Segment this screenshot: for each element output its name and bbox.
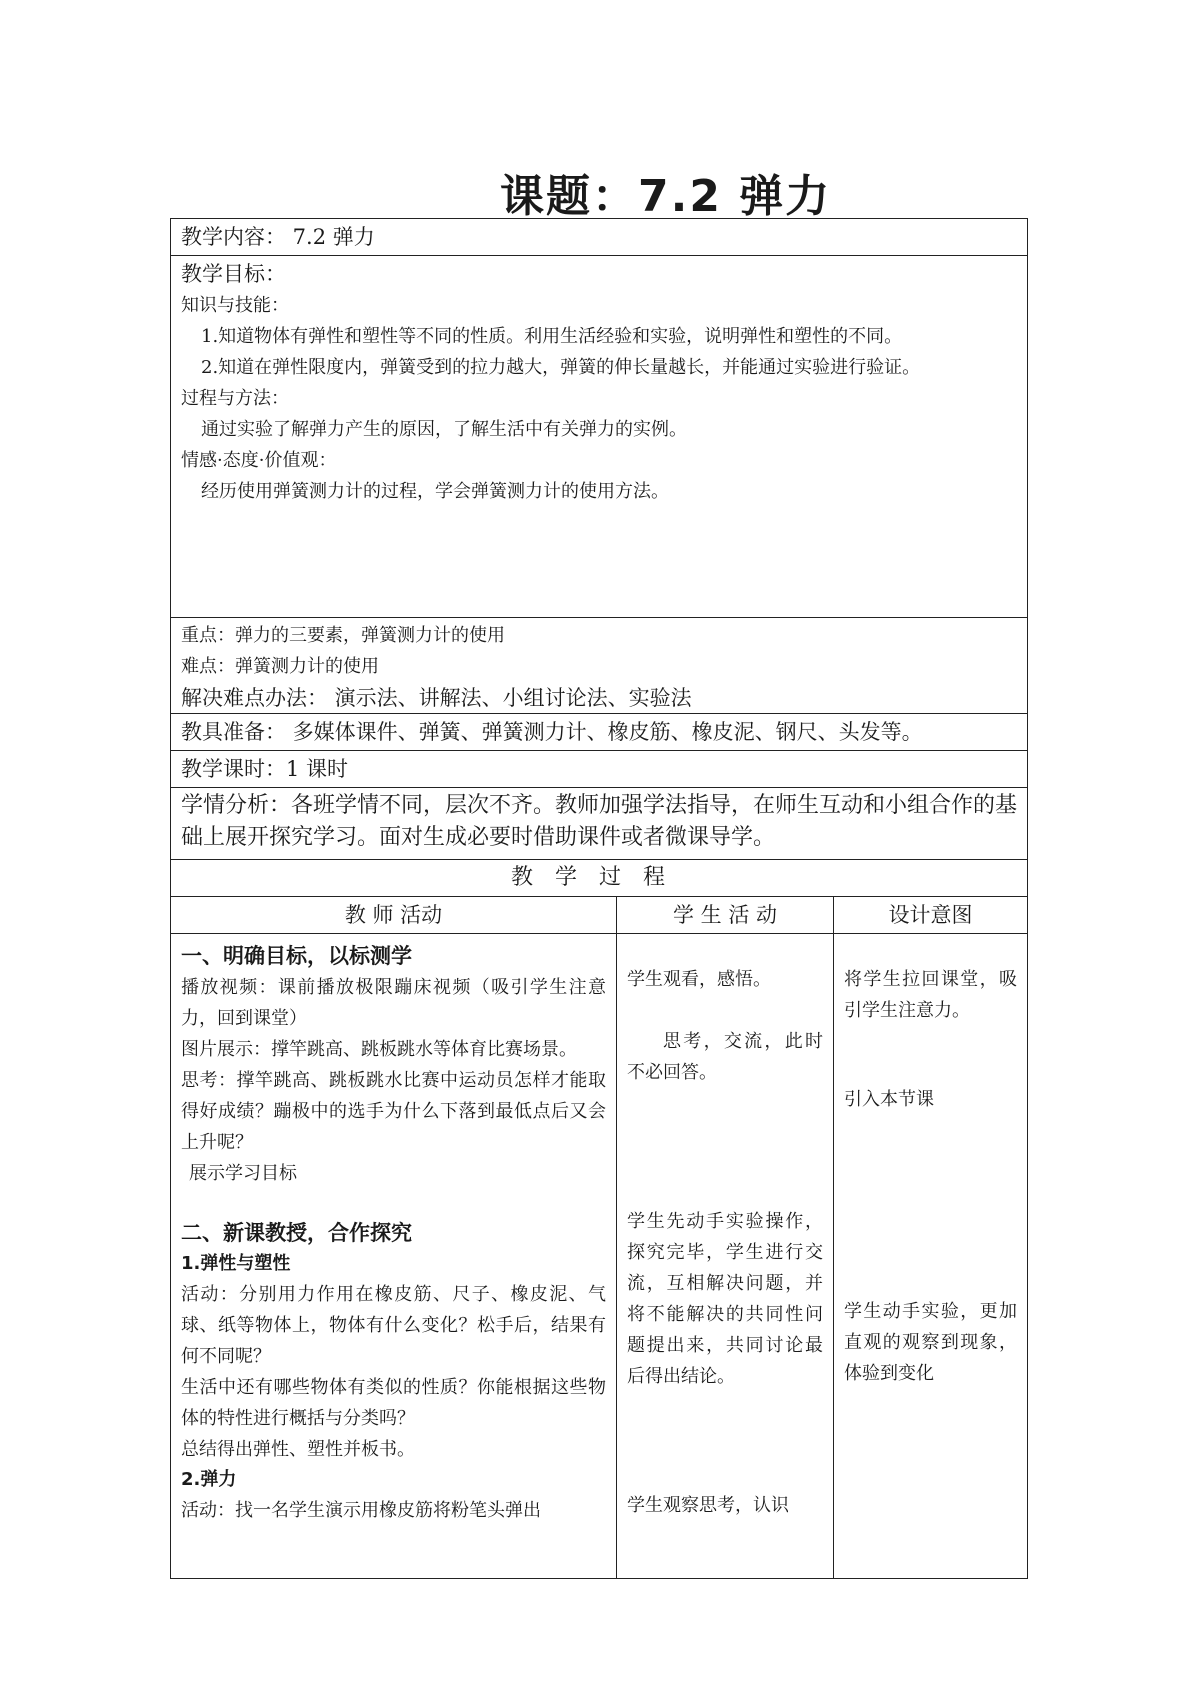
subsection-2-title: 2.弹力 [181,1469,237,1490]
subsection-1-title: 1.弹性与塑性 [181,1253,291,1274]
teacher-p5: 活动：分别用力作用在橡皮筋、尺子、橡皮泥、气球、纸等物体上，物体有什么变化？松手后，结果有何不同呢？ [181,1284,606,1367]
process-body [170,934,1028,1579]
design-d2: 引入本节课 [844,1089,934,1110]
student-column [617,934,834,1578]
solution: 解决难点办法： 演示法、讲解法、小组讨论法、实验法 [181,686,692,710]
column-teacher: 教 师 活动 [171,897,617,933]
student-s3: 学生先动手实验操作，探究完毕，学生进行交流，互相解决问题，并将不能解决的共同性问题提出来，共同讨论最后得出结论。 [627,1211,823,1387]
teacher-p1: 播放视频：课前播放极限蹦床视频（吸引学生注意力，回到课堂） [181,977,606,1029]
teaching-content: 教学内容： 7.2 弹力 [170,218,1028,256]
column-design: 设计意图 [888,903,973,927]
key-points [170,618,1028,714]
process-label: 过程与方法： [181,388,289,409]
teacher-p8: 活动：找一名学生演示用橡皮筋将粉笔头弹出 [181,1500,541,1521]
teacher-p7: 总结得出弹性、塑性并板书。 [181,1439,415,1460]
column-headers [170,897,1028,934]
teacher-p6: 生活中还有哪些物体有类似的性质？你能根据这些物体的特性进行概括与分类吗？ [181,1377,606,1429]
process-item-1: 通过实验了解弹力产生的原因，了解生活中有关弹力的实例。 [201,419,687,440]
section-2-title: 二、新课教授，合作探究 [181,1221,412,1245]
lesson-plan-table [170,218,1028,1579]
difficulty: 难点：弹簧测力计的使用 [181,656,379,677]
teacher-p2: 图片展示：撑竿跳高、跳板跳水等体育比赛场景。 [181,1039,577,1060]
design-d1: 将学生拉回课堂，吸引学生注意力。 [844,969,1017,1021]
page-title: 课题：7.2 弹力 [500,171,832,222]
teaching-hours: 教学课时：1 课时 [170,751,1028,788]
design-column [834,934,1027,1578]
student-s2: 思考，交流，此时不必回答。 [627,1031,823,1083]
design-d3: 学生动手实验，更加直观的观察到现象，体验到变化 [844,1301,1017,1384]
student-analysis: 学情分析：各班学情不同，层次不齐。教师加强学法指导，在师生互动和小组合作的基础上展开探究学习。面对生成必要时借助课件或者微课导学。 [170,788,1028,860]
teacher-p4: 展示学习目标 [189,1163,297,1184]
key-point: 重点：弹力的三要素，弹簧测力计的使用 [181,625,505,646]
section-1-title: 一、明确目标，以标测学 [181,944,412,968]
teaching-goals [170,256,1028,618]
teaching-tools: 教具准备： 多媒体课件、弹簧、弹簧测力计、橡皮筋、橡皮泥、钢尺、头发等。 [170,714,1028,751]
student-s4: 学生观察思考，认识 [627,1495,789,1516]
knowledge-item-2: 2.知道在弹性限度内，弹簧受到的拉力越大，弹簧的伸长量越长，并能通过实验进行验证。 [201,357,921,378]
knowledge-label: 知识与技能： [181,295,289,316]
teacher-column [171,934,617,1578]
goals-heading: 教学目标： [181,262,286,286]
knowledge-item-1: 1.知道物体有弹性和塑性等不同的性质。利用生活经验和实验，说明弹性和塑性的不同。 [201,326,903,347]
emotion-item-1: 经历使用弹簧测力计的过程，学会弹簧测力计的使用方法。 [201,481,669,502]
teacher-p3: 思考：撑竿跳高、跳板跳水比赛中运动员怎样才能取得好成绩？蹦极中的选手为什么下落到最低点后又会上升呢？ [181,1070,606,1153]
emotion-label: 情感·态度·价值观： [181,450,337,471]
student-s1: 学生观看，感悟。 [627,969,771,990]
column-student: 学 生 活 动 [617,897,834,933]
process-title: 教学过程 [170,860,1028,897]
